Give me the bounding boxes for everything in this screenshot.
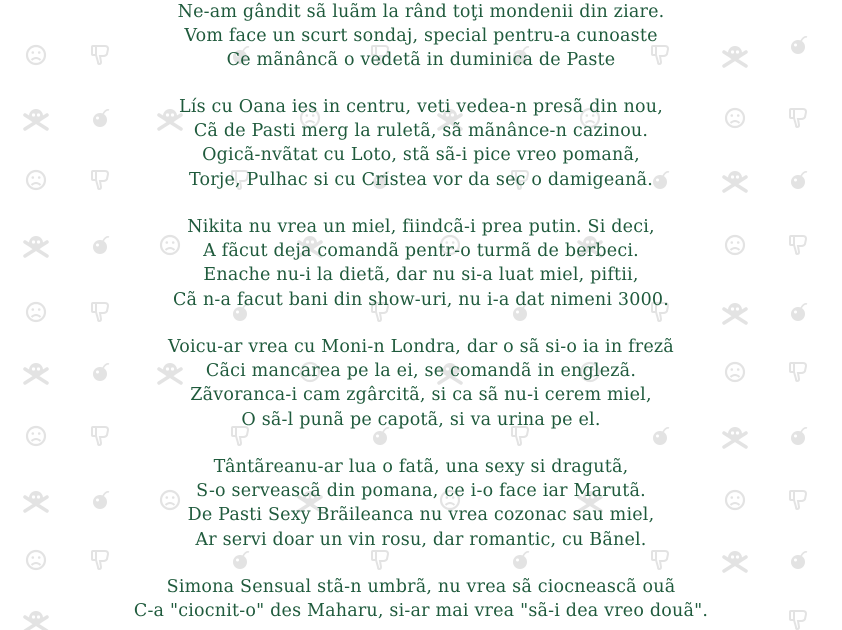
poem-line: Nikita nu vrea un miel, fiindcã-i prea putin. Si deci,: [187, 217, 655, 237]
stanza-4: [0, 335, 842, 432]
stanza-2: [0, 95, 842, 192]
stanza-5: [0, 455, 842, 552]
poem-line: Ce mãnâncã o vedetã in duminica de Paste: [226, 50, 616, 71]
poem-line: C-a "ciocnit-o" des Maharu, si-ar mai vrea "sã-i dea vreo douã".: [133, 601, 709, 622]
poem-line: S-o serveascã din pomana, ce i-o face iar Marutã.: [196, 481, 646, 502]
poem-line: Zãvoranca-i cam zgârcitã, si ca sã nu-i cerem miel,: [190, 385, 652, 406]
poem-line: Torje, Pulhac si cu Cristea vor da sec o damigeanã.: [189, 169, 653, 190]
stanza-1: [0, 0, 842, 73]
poem-line: Vom face un scurt sondaj, special pentru-a cunoaste: [184, 26, 658, 47]
poem-line: Voicu-ar vrea cu Moni-n Londra, dar o sã si-o ia in frezã: [168, 337, 674, 357]
stanza-6: [0, 575, 842, 623]
poem-line: Simona Sensual stã-n umbrã, nu vrea sã ciocneascã ouã: [166, 577, 676, 597]
poem-line: Lís cu Oana ies in centru, veti vedea-n presã din nou,: [179, 97, 663, 117]
poem-line: Tântãreanu-ar lua o fatã, una sexy si dragutã,: [213, 457, 629, 477]
poem-line: Cã de Pasti merg la ruletã, sã mãnânce-n cazinou.: [193, 121, 649, 142]
poem-line: Ogicã-nvãtat cu Loto, stã sã-i pice vreo pomanã,: [202, 145, 640, 166]
stanza-3: [0, 215, 842, 312]
poem-line: Ne-am gândit sã luãm la rând toţi mondenii din ziare.: [177, 2, 665, 22]
poem-line: De Pasti Sexy Brãileanca nu vrea cozonac sau miel,: [187, 505, 655, 526]
poem-line: Enache nu-i la dietã, dar nu si-a luat miel, piftii,: [203, 265, 639, 286]
poem-line: O sã-l punã pe capotã, si va urina pe el.: [241, 409, 601, 430]
poem-line: Cã n-a facut bani din show-uri, nu i-a dat nimeni 3000.: [172, 289, 670, 310]
poem-line: Cãci mancarea pe la ei, se comandã in englezã.: [205, 361, 637, 382]
poem-line: A fãcut deja comandã pentr-o turmã de berbeci.: [203, 241, 639, 262]
poem-line: Ar servi doar un vin rosu, dar romantic, cu Bãnel.: [195, 529, 647, 550]
